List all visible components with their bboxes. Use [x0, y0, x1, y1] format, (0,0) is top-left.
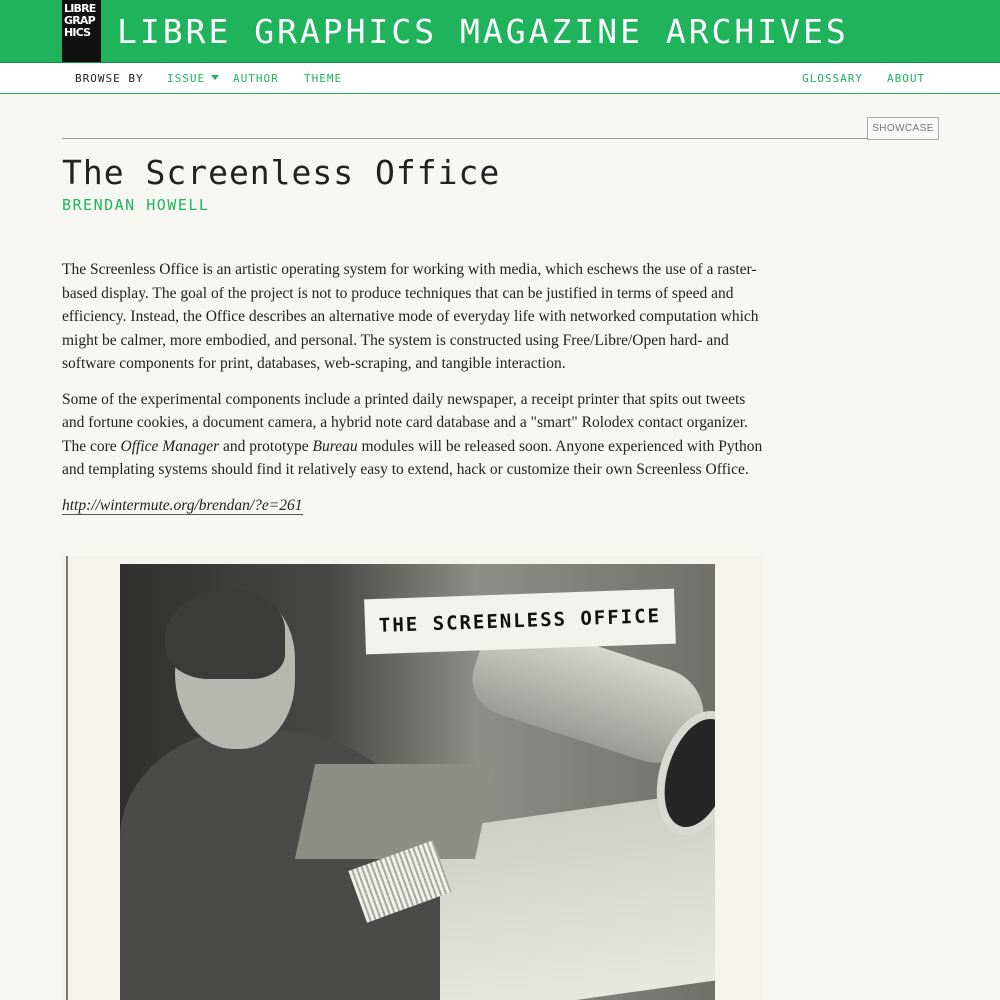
paper-edge — [66, 556, 68, 1000]
caret-down-icon — [211, 75, 219, 80]
article-title: The Screenless Office — [62, 153, 501, 192]
office-manager-emphasis: Office Manager — [120, 437, 220, 455]
bureau-emphasis: Bureau — [312, 437, 358, 455]
link-paragraph — [62, 494, 768, 518]
logo-line-1: LIBRE — [64, 2, 96, 15]
photo-wooden-box — [295, 764, 495, 859]
site-header — [0, 0, 1000, 63]
article-author[interactable]: BRENDAN HOWELL — [62, 196, 210, 214]
site-title[interactable]: LIBRE GRAPHICS MAGAZINE ARCHIVES — [117, 12, 849, 51]
section-divider — [62, 138, 938, 139]
paragraph-2-text-c: modules will be released soon. Anyone experienced with Python and templating systems should find it relatively easy to extend, hack or customize their own Screenless Office. — [62, 437, 763, 478]
source-link[interactable]: http://wintermute.org/brendan/?e=261 — [62, 496, 303, 514]
paragraph-2-text-a: Some of the experimental components include a printed daily newspaper, a receipt printer that spits out tweets and fortune cookies, a document camera, a hybrid note card database and a "smart" Rolodex contact organizer. The core — [62, 390, 748, 455]
paragraph-2 — [62, 388, 768, 482]
nav-author[interactable]: AUTHOR — [233, 72, 279, 85]
browse-by-label: BROWSE BY — [75, 72, 144, 85]
article-image — [62, 556, 763, 1000]
showcase-tag[interactable]: SHOWCASE — [867, 117, 939, 140]
main-nav — [0, 63, 1000, 94]
logo-line-2: GRAP — [64, 14, 95, 27]
article-body — [62, 258, 768, 529]
paragraph-2-text-b: and prototype — [219, 437, 313, 455]
screenless-office-photo — [120, 564, 715, 1000]
photo-caption-label: THE SCREENLESS OFFICE — [364, 589, 676, 655]
nav-glossary[interactable]: GLOSSARY — [802, 72, 863, 85]
nav-theme[interactable]: THEME — [304, 72, 343, 85]
libre-graphics-logo[interactable] — [62, 0, 101, 62]
nav-issue-label: ISSUE — [167, 72, 206, 85]
paragraph-1: The Screenless Office is an artistic operating system for working with media, which eschews the use of a raster-based display. The goal of the project is not to produce techniques that can be justified in terms of speed and efficiency. Instead, the Office describes an alternative mode of everyday life with networked computation which might be calmer, more embodied, and personal. The system is constructed using Free/Libre/Open hard- and software components for print, databases, web-scraping, and tangible interaction. — [62, 261, 759, 372]
nav-issue[interactable] — [167, 72, 219, 85]
nav-about[interactable]: ABOUT — [887, 72, 926, 85]
logo-line-3: HICS — [64, 26, 91, 39]
